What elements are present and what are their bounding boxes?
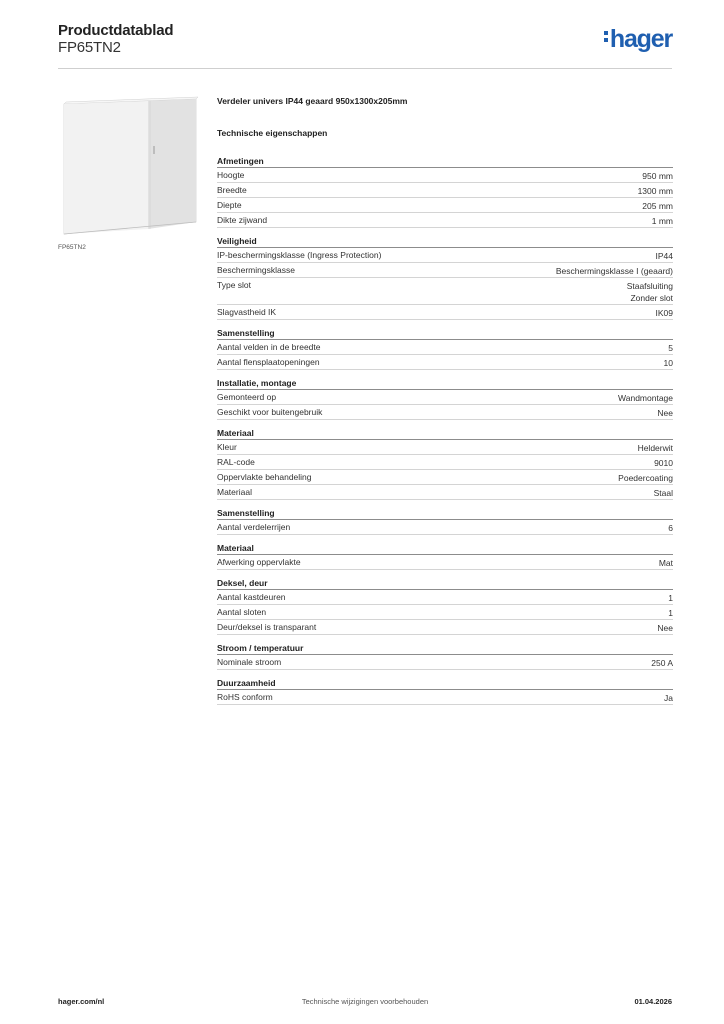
spec-values [654,487,673,499]
spec-values [618,392,673,404]
spec-value: 205 mm [642,201,673,211]
document-subtitle: FP65TN2 [58,39,121,56]
spec-group-title: Stroom / temperatuur [217,641,673,655]
spec-row [217,263,673,278]
spec-value: 1 mm [651,216,673,226]
spec-value: IP44 [655,251,673,261]
spec-label: Breedte [217,185,247,195]
spec-values [651,657,673,669]
spec-label: Aantal kastdeuren [217,592,286,602]
spec-values [642,200,673,212]
spec-values [664,357,673,369]
spec-values [657,622,673,634]
spec-group-title: Installatie, montage [217,376,673,390]
spec-value: 10 [663,358,673,368]
spec-values [638,442,673,454]
spec-group-title: Samenstelling [217,326,673,340]
spec-value: 1 [668,608,673,618]
footer-disclaimer: Technische wijzigingen voorbehouden [301,997,429,1006]
spec-value: Ja [664,693,673,703]
spec-label: Nominale stroom [217,657,282,667]
spec-group-title: Samenstelling [217,506,673,520]
spec-values [652,215,673,227]
spec-value: 250 A [651,658,673,668]
spec-label: Afwerking oppervlakte [217,557,301,567]
page-footer [58,997,672,1009]
spec-label: Oppervlakte behandeling [217,472,312,482]
spec-row [217,405,673,420]
spec-group [217,541,673,570]
spec-values [638,185,673,197]
spec-label: Beschermingsklasse [217,265,295,275]
spec-values [668,592,673,604]
spec-group [217,154,673,228]
spec-row [217,390,673,405]
spec-row [217,555,673,570]
spec-value: Staafsluiting [626,281,673,291]
spec-value: Nee [657,408,673,418]
spec-row [217,520,673,535]
spec-value: 1 [668,593,673,603]
spec-values [659,557,673,569]
spec-values [668,342,673,354]
footer-website: hager.com/nl [58,997,105,1006]
spec-row [217,168,673,183]
document-title: Productdatablad [58,22,174,39]
spec-row [217,470,673,485]
spec-label: Aantal flensplaatopeningen [217,357,320,367]
spec-values [664,692,673,704]
spec-row [217,183,673,198]
product-name: Verdeler univers IP44 geaard 950x1300x205mm [217,96,408,106]
spec-value: 950 mm [642,171,673,181]
spec-label: Geschikt voor buitengebruik [217,407,323,417]
spec-label: Slagvastheid IK [217,307,277,317]
spec-row [217,440,673,455]
spec-group-title: Materiaal [217,426,673,440]
spec-values [668,522,673,534]
product-image [58,94,202,240]
spec-label: Aantal velden in de breedte [217,342,321,352]
spec-label: RAL-code [217,457,255,467]
image-caption: FP65TN2 [58,244,86,251]
spec-value: Beschermingsklasse I (geaard) [555,266,673,276]
spec-row [217,455,673,470]
spec-row [217,485,673,500]
spec-values [656,250,674,262]
spec-group [217,506,673,535]
technical-properties-heading: Technische eigenschappen [217,128,328,138]
spec-label: Materiaal [217,487,252,497]
spec-group [217,234,673,320]
spec-label: Hoogte [217,170,245,180]
spec-label: RoHS conform [217,692,273,702]
spec-groups [217,154,673,705]
spec-value: Helderwit [637,443,673,453]
spec-row [217,605,673,620]
spec-label: Kleur [217,442,237,452]
logo-colon-icon [604,31,608,42]
spec-value: 9010 [654,458,673,468]
spec-group-title: Veiligheid [217,234,673,248]
spec-value: 5 [668,343,673,353]
spec-label: Type slot [217,280,252,290]
spec-group-title: Materiaal [217,541,673,555]
spec-value: Zonder slot [630,293,673,303]
spec-group [217,426,673,500]
header-divider [58,68,672,69]
spec-row [217,655,673,670]
spec-value: 1300 mm [637,186,673,196]
spec-row [217,248,673,263]
spec-row [217,355,673,370]
spec-value: Poedercoating [618,473,673,483]
spec-value: 6 [668,523,673,533]
spec-content [217,96,673,711]
spec-value: Mat [658,558,673,568]
spec-label: Dikte zijwand [217,215,268,225]
spec-label: Gemonteerd op [217,392,277,402]
spec-group-title: Deksel, deur [217,576,673,590]
spec-row [217,198,673,213]
spec-values [556,265,673,277]
spec-value: Nee [657,623,673,633]
spec-row [217,305,673,320]
spec-label: Aantal sloten [217,607,267,617]
spec-value: IK09 [655,308,673,318]
spec-group [217,641,673,670]
spec-label: Diepte [217,200,242,210]
spec-values [654,457,673,469]
spec-row [217,213,673,228]
spec-values [627,280,673,304]
spec-value: Staal [653,488,673,498]
page-header [58,20,672,70]
spec-row [217,340,673,355]
spec-group [217,376,673,420]
spec-label: IP-beschermingsklasse (Ingress Protection) [217,250,382,260]
spec-group [217,676,673,705]
spec-group-title: Afmetingen [217,154,673,168]
spec-value: Wandmontage [618,393,673,403]
spec-row [217,620,673,635]
spec-values [668,607,673,619]
hager-logo [604,26,672,52]
spec-row [217,590,673,605]
spec-group [217,326,673,370]
spec-values [656,307,674,319]
spec-values [642,170,673,182]
spec-values [657,407,673,419]
spec-group-title: Duurzaamheid [217,676,673,690]
spec-values [618,472,673,484]
logo-text: hager [609,25,672,53]
footer-date: 01.04.2026 [634,997,672,1006]
spec-row [217,278,673,305]
spec-row [217,690,673,705]
spec-label: Deur/deksel is transparant [217,622,317,632]
spec-label: Aantal verdelerrijen [217,522,291,532]
spec-group [217,576,673,635]
